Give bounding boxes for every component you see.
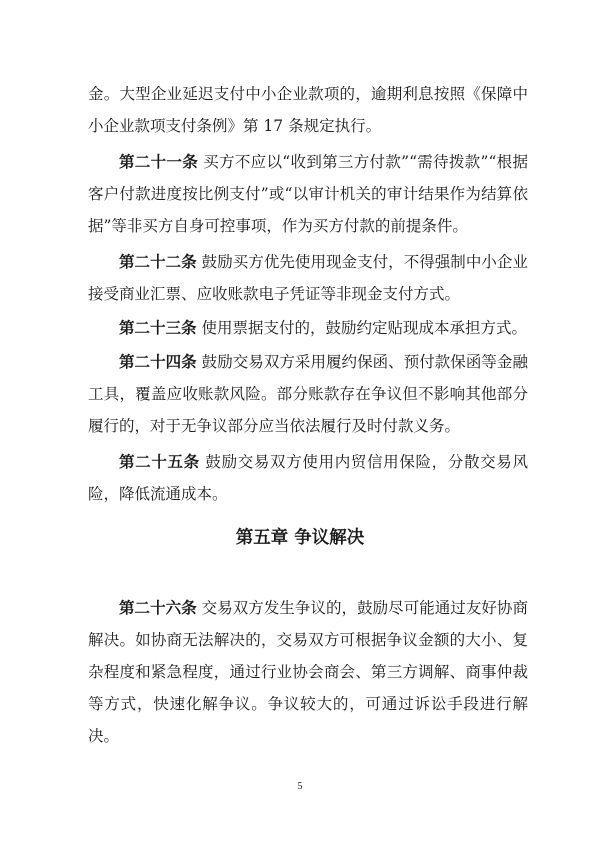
paragraph-text: 金。大型企业延迟支付中小企业款项的，逾期利息按照《保障中小企业款项支付条例》第 17 条规定执行。 (88, 85, 528, 135)
article-24 (88, 346, 528, 442)
article-number: 第二十三条 (119, 319, 197, 337)
article-number: 第二十四条 (119, 353, 197, 371)
article-number: 第二十五条 (119, 453, 200, 471)
article-26 (88, 592, 528, 752)
article-number: 第二十六条 (119, 599, 197, 617)
article-25 (88, 446, 528, 510)
page-number: 5 (297, 781, 303, 792)
article-21 (88, 146, 528, 242)
article-text: 使用票据支付的，鼓励约定贴现成本承担方式。 (201, 319, 527, 337)
article-22 (88, 246, 528, 310)
article-text: 鼓励交易双方使用内贸信用保险，分散交易风险，降低流通成本。 (88, 453, 528, 503)
article-23 (88, 312, 528, 344)
article-text: 买方不应以“收到第三方付款”“需待拨款”“根据客户付款进度按比例支付”或“以审计机关的审计结果作为结算依据”等非买方自身可控事项，作为买方付款的前提条件。 (88, 153, 528, 235)
article-text: 鼓励买方优先使用现金支付，不得强制中小企业接受商业汇票、应收账款电子凭证等非现金支付方式。 (88, 253, 528, 303)
article-text: 交易双方发生争议的，鼓励尽可能通过友好协商解决。如协商无法解决的，交易双方可根据争议金额的大小、复杂程度和紧急程度，通过行业协会商会、第三方调解、商事仲裁等方式，快速化解争议。争议较大的，可通过诉讼手段进行解决。 (88, 599, 528, 745)
article-number: 第二十二条 (119, 253, 197, 271)
chapter-title: 第五章 争议解决 (235, 528, 365, 548)
article-text: 鼓励交易双方采用履约保函、预付款保函等金融工具，覆盖应收账款风险。部分账款存在争议但不影响其他部分履行的，对于无争议部分应当依法履行及时付款义务。 (88, 353, 528, 435)
article-number: 第二十一条 (119, 153, 199, 171)
paragraph-continuation (88, 78, 528, 142)
